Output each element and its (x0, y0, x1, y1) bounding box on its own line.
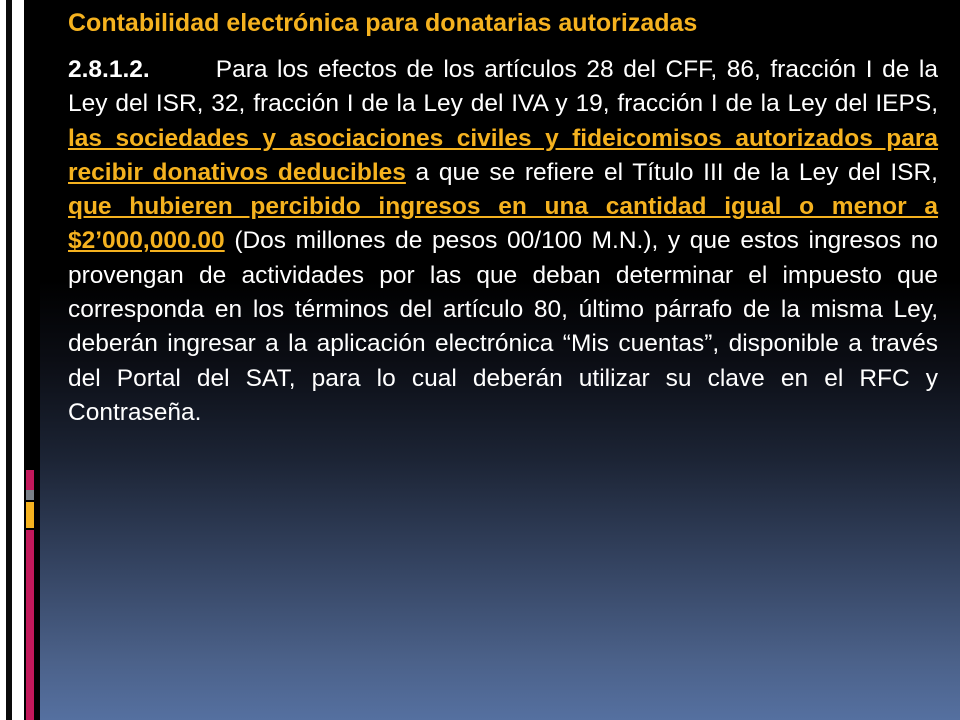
slide-title: Contabilidad electrónica para donatarias autorizadas (68, 9, 698, 37)
left-decoration-bar (0, 0, 40, 720)
deco-white-stripe-right (12, 0, 24, 720)
text-segment-conclusion: (Dos millones de pesos 00/100 M.N.), y que estos ingresos no provengan de actividades por las que deban determinar el impuesto que corresponda en los términos del artículo 80, último párrafo de la misma Ley, deberán ingresar a la aplicación electrónica “Mis cuentas”, disponible a través del Portal del SAT, para lo cual deberán utilizar su clave en el RFC y Contraseña. (68, 227, 938, 426)
deco-gray-block (26, 490, 34, 500)
rule-number: 2.8.1.2. (68, 56, 150, 83)
deco-pink-block-top (26, 470, 34, 492)
highlight-entities: las sociedades y asociaciones civiles y fideicomisos autorizados para recibir donativos deducibles (68, 124, 938, 186)
deco-pink-block-bottom (26, 530, 34, 720)
text-segment-intro: Para los efectos de los artículos 28 del CFF, 86, fracción I de la Ley del ISR, 32, fracción I de la Ley del IVA y 19, fracción I de la Ley del IEPS, (68, 56, 938, 118)
highlight-income-threshold: que hubieren percibido ingresos en una cantidad igual o menor a $2’000,000.00 (68, 193, 938, 255)
deco-yellow-block (26, 502, 34, 528)
rule-paragraph (68, 53, 938, 430)
text-segment-title-iii: a que se refiere el Título III de la Ley del ISR, (405, 158, 938, 186)
